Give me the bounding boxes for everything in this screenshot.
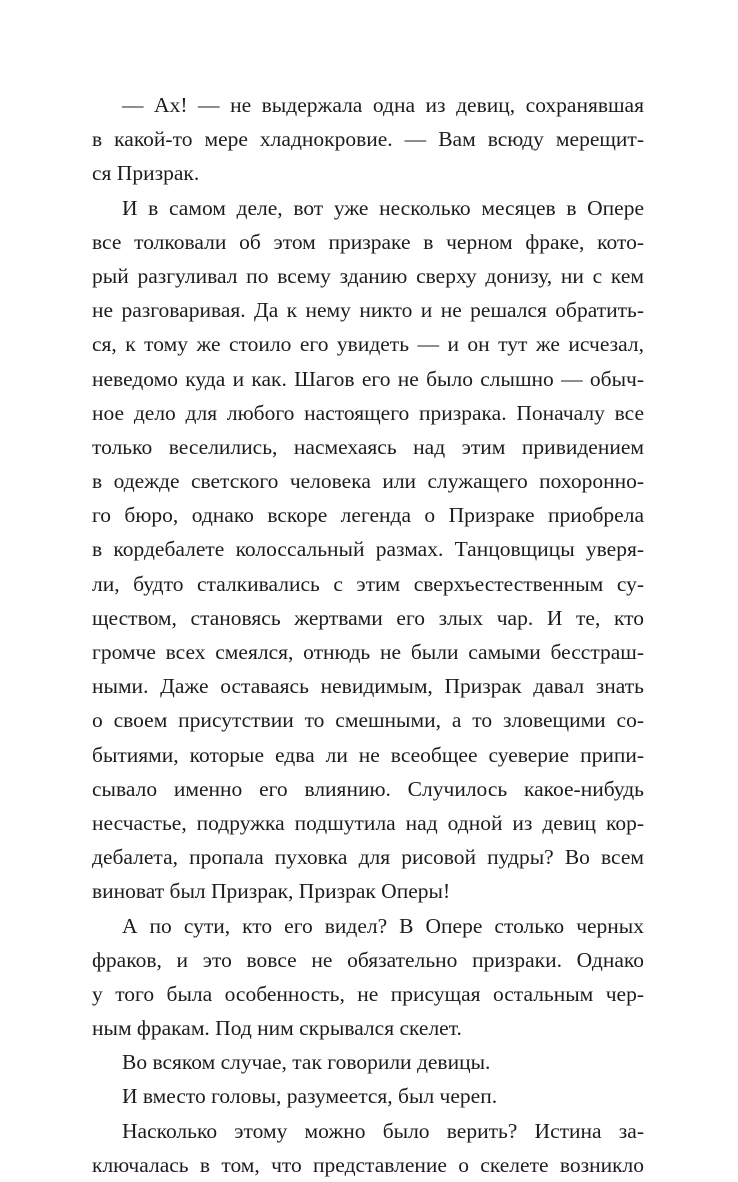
text-line: Насколько этому можно было верить? Истина за-	[122, 1118, 644, 1143]
text-line: виноват был Призрак, Призрак Оперы!	[92, 879, 451, 904]
text-line: ным фракам. Под ним скрывался скелет.	[92, 1016, 462, 1041]
paragraph	[92, 1045, 644, 1079]
text-line: ключалась в том, что представление о скелете возникло	[92, 1152, 644, 1177]
paragraph	[92, 88, 644, 191]
text-line: А по сути, кто его видел? В Опере столько черных	[122, 913, 644, 938]
text-line: И вместо головы, разумеется, был череп.	[122, 1084, 498, 1109]
text-line: дебалета, пропала пуховка для рисовой пудры? Во всем	[92, 845, 644, 870]
text-line: ли, будто сталкивались с этим сверхъестественным су-	[92, 571, 644, 596]
text-line: рый разгуливал по всему зданию сверху донизу, ни с кем	[92, 263, 644, 288]
paragraph	[92, 1114, 644, 1182]
text-line: фраков, и это вовсе не обязательно призраки. Однако	[92, 947, 644, 972]
text-line: в кордебалете колоссальный размах. Танцовщицы уверя-	[92, 537, 644, 562]
text-line: громче всех смеялся, отнюдь не были самыми бесстраш-	[92, 640, 644, 664]
text-line: бытиями, которые едва ли не всеобщее суеверие припи-	[92, 742, 644, 767]
text-line: ществом, становясь жертвами его злых чар. И те, кто	[92, 605, 644, 630]
text-line: ся, к тому же стоило его увидеть — и он тут же исчезал,	[92, 332, 644, 357]
text-line: несчастье, подружка подшутила над одной из девиц кор-	[92, 810, 644, 835]
text-line: в одежде светского человека или служащего похоронно-	[92, 469, 644, 494]
text-line: ное дело для любого настоящего призрака. Поначалу все	[92, 400, 644, 425]
text-line: все толковали об этом призраке в черном фраке, кото-	[92, 229, 644, 254]
paragraph	[92, 1079, 644, 1113]
text-line: не разговаривая. Да к нему никто и не решался обратить-	[92, 298, 644, 323]
text-line: — Ах! — не выдержала одна из девиц, сохранявшая	[122, 93, 644, 117]
text-line: только веселились, насмехаясь над этим привидением	[92, 434, 644, 459]
page-text	[92, 88, 644, 1182]
text-line: неведомо куда и как. Шагов его не было слышно — обыч-	[92, 366, 644, 391]
text-line: го бюро, однако вскоре легенда о Призраке приобрела	[92, 503, 644, 528]
text-line: ными. Даже оставаясь невидимым, Призрак давал знать	[92, 674, 644, 699]
text-line: в какой-то мере хладнокровие. — Вам всюду мерещит-	[92, 127, 644, 152]
text-line: о своем присутствии то смешными, а то зловещими со-	[92, 708, 644, 733]
text-line: И в самом деле, вот уже несколько месяцев в Опере	[122, 195, 644, 220]
text-line: ся Призрак.	[92, 161, 200, 186]
text-line: Во всяком случае, так говорили девицы.	[122, 1050, 491, 1075]
paragraph	[92, 191, 644, 909]
paragraph	[92, 909, 644, 1046]
text-line: у того была особенность, не присущая остальным чер-	[92, 981, 644, 1006]
text-line: сывало именно его влиянию. Случилось какое-нибудь	[92, 776, 644, 801]
